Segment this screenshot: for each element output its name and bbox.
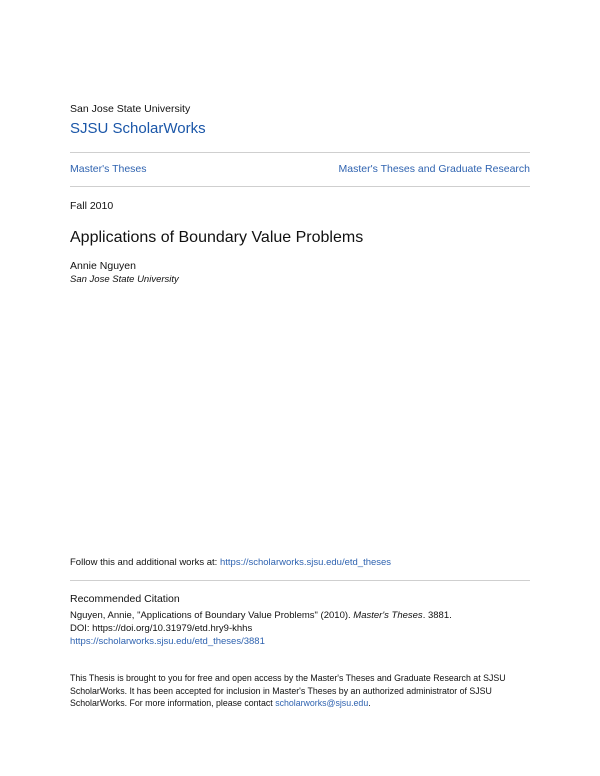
follow-line [70, 557, 391, 568]
citation-prefix: Nguyen, Annie, "Applications of Boundary Value Problems" (2010). [70, 610, 354, 621]
citation-doi: DOI: https://doi.org/10.31979/etd.hry9-khhs [70, 623, 253, 634]
access-notice [70, 672, 530, 710]
divider [70, 186, 530, 187]
author-affiliation: San Jose State University [70, 274, 179, 285]
document-title: Applications of Boundary Value Problems [70, 229, 364, 246]
citation-suffix: . 3881. [422, 610, 452, 621]
citation-url-link[interactable]: https://scholarworks.sjsu.edu/etd_theses/3881 [70, 636, 265, 647]
notice-line-3-suffix: . [368, 698, 371, 709]
citation-series: Master's Theses [353, 610, 423, 621]
repository-link[interactable]: SJSU ScholarWorks [70, 120, 206, 137]
citation-heading: Recommended Citation [70, 593, 180, 605]
author-name: Annie Nguyen [70, 260, 136, 272]
notice-line-1: This Thesis is brought to you for free and open access by the Master's Theses and Graduate Research at SJSU [70, 673, 506, 683]
follow-link[interactable]: https://scholarworks.sjsu.edu/etd_theses [219, 557, 392, 568]
notice-line-3 [70, 697, 530, 710]
publication-date: Fall 2010 [70, 200, 114, 212]
divider [70, 152, 530, 153]
divider [70, 580, 530, 581]
institution-name: San Jose State University [70, 103, 191, 115]
collection-link-graduate-research[interactable]: Master's Theses and Graduate Research [338, 163, 530, 175]
citation-text [70, 610, 452, 621]
notice-line-3-prefix: ScholarWorks. For more information, please contact [70, 698, 276, 709]
collection-link-masters-theses[interactable]: Master's Theses [70, 163, 147, 175]
notice-line-2: ScholarWorks. It has been accepted for inclusion in Master's Theses by an authorized administrator of SJSU [70, 685, 492, 696]
follow-text: Follow this and additional works at: [70, 557, 220, 568]
contact-email-link[interactable]: scholarworks@sjsu.edu [275, 698, 369, 709]
